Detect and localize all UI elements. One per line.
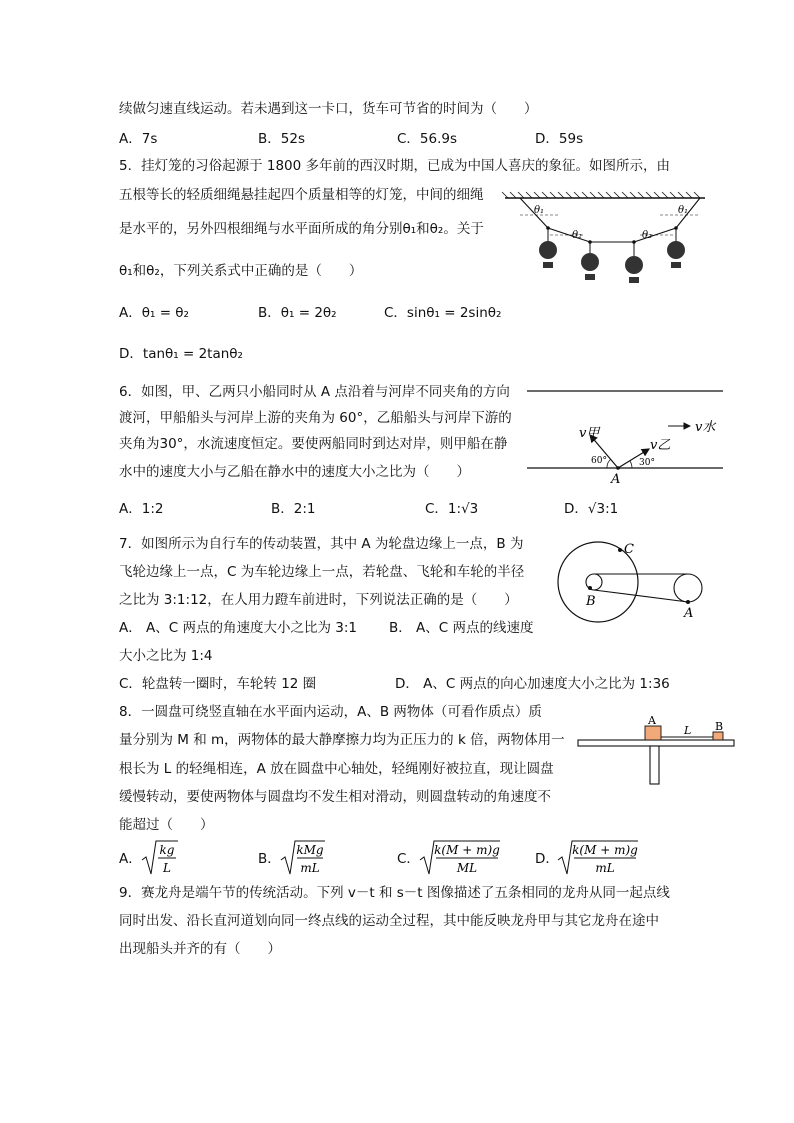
q5-fig-theta2-left: θ₂ <box>572 230 583 241</box>
q6-option-b[interactable]: B．2:1 <box>271 501 316 517</box>
q6-stem-line4: 水中的速度大小与乙船在静水中的速度大小之比为（ ） <box>119 464 470 480</box>
q7-option-b-cont: 大小之比为 1:4 <box>119 648 213 664</box>
q5-fig-theta1-right: θ₁ <box>678 205 689 216</box>
q4-option-b[interactable]: B．52s <box>258 131 305 147</box>
q7-label-C: C <box>624 542 634 557</box>
q5-option-a[interactable]: A．θ₁ = θ₂ <box>119 305 189 321</box>
q6-label-vshui: v水 <box>695 420 716 435</box>
q4-option-c[interactable]: C．56.9s <box>397 131 458 147</box>
q8-fc-den: ML <box>456 861 478 875</box>
q6-river-figure <box>525 385 725 485</box>
q5-option-c[interactable]: C．sinθ₁ = 2sinθ₂ <box>384 305 502 321</box>
q8-disc-figure <box>575 712 740 787</box>
q7-stem-line3: 之比为 3:1:12，在人用力蹬车前进时，下列说法正确的是（ ） <box>119 592 518 608</box>
q7-label-B: B <box>586 594 596 609</box>
q5-stem-line4: θ₁和θ₂，下列关系式中正确的是（ ） <box>119 263 363 279</box>
lantern-icon <box>625 242 643 283</box>
q9-stem-line2: 同时出发、沿长直河道划向同一终点线的运动全过程，其中能反映龙舟甲与其它龙舟在途中 <box>119 913 659 929</box>
q8-stem-line3: 根长为 L 的轻绳相连，A 放在圆盘中心轴处，轻绳刚好被拉直，现让圆盘 <box>119 761 554 777</box>
q8-option-c-formula <box>418 838 502 878</box>
q5-stem-line2: 五根等长的轻质细绳悬挂起四个质量相等的灯笼，中间的细绳 <box>119 187 484 203</box>
q6-option-d[interactable]: D．√3:1 <box>564 501 619 517</box>
q8-option-d-formula <box>556 838 640 878</box>
lantern-icon <box>667 228 685 268</box>
q7-stem-line1: 7．如图所示为自行车的传动装置，其中 A 为轮盘边缘上一点，B 为 <box>119 536 524 552</box>
q6-stem-line1: 6．如图，甲、乙两只小船同时从 A 点沿着与河岸不同夹角的方向 <box>119 384 510 400</box>
lantern-icon <box>581 242 599 280</box>
q8-fa-num: kg <box>159 843 175 857</box>
q7-stem-line2: 飞轮边缘上一点，C 为车轮边缘上一点，若轮盘、飞轮和车轮的半径 <box>119 564 525 580</box>
q8-stem-line4: 缓慢转动，要使两物体与圆盘均不发生相对滑动，则圆盘转动的角速度不 <box>119 789 551 805</box>
q6-label-60: 60° <box>591 456 607 466</box>
q6-label-vjia: v甲 <box>579 426 600 441</box>
q8-stem-line1: 8．一圆盘可绕竖直轴在水平面内运动，A、B 两物体（可看作质点）质 <box>119 704 542 720</box>
q5-fig-theta1-left: θ₁ <box>534 205 545 216</box>
q8-fb-den: mL <box>300 861 320 875</box>
q5-option-d[interactable]: D．tanθ₁ = 2tanθ₂ <box>119 346 243 362</box>
q7-option-c[interactable]: C．轮盘转一圈时，车轮转 12 圈 <box>119 676 317 692</box>
q8-option-a-formula <box>140 838 180 878</box>
q8-fd-num: k(M + m)g <box>572 843 638 857</box>
q6-option-c[interactable]: C．1:√3 <box>425 501 479 517</box>
q8-label-L: L <box>684 724 692 737</box>
q8-option-a[interactable]: A． <box>119 851 142 867</box>
q9-stem-line3: 出现船头并齐的有（ ） <box>119 941 281 957</box>
q8-label-B: B <box>715 720 724 733</box>
q8-fd-den: mL <box>595 861 615 875</box>
q5-lantern-figure <box>500 190 710 295</box>
q6-label-vyi: v乙 <box>650 438 671 453</box>
q6-option-a[interactable]: A．1:2 <box>119 501 164 517</box>
q8-fc-num: k(M + m)g <box>434 843 500 857</box>
q6-label-30: 30° <box>639 458 655 468</box>
q8-option-c[interactable]: C． <box>397 851 420 867</box>
q7-option-b[interactable]: B． A、C 两点的线速度 <box>389 620 534 636</box>
lantern-icon <box>539 228 557 268</box>
q7-option-a[interactable]: A． A、C 两点的角速度大小之比为 3:1 <box>119 620 357 636</box>
q5-option-b[interactable]: B．θ₁ = 2θ₂ <box>258 305 337 321</box>
q5-stem-line1: 5．挂灯笼的习俗起源于 1800 多年前的西汉时期，已成为中国人喜庆的象征。如图所示，由 <box>119 158 671 174</box>
q8-fa-den: L <box>163 861 171 875</box>
q7-bicycle-transmission-figure <box>550 535 730 625</box>
q9-stem-line1: 9．赛龙舟是端午节的传统活动。下列 v－t 和 s－t 图像描述了五条相同的龙舟从同一起点线 <box>119 885 670 901</box>
q6-stem-line2: 渡河，甲船船头与河岸上游的夹角为 60°，乙船船头与河岸下游的 <box>119 410 512 426</box>
q8-option-b[interactable]: B． <box>258 851 281 867</box>
q8-stem-line5: 能超过（ ） <box>119 817 214 833</box>
q8-option-b-formula <box>279 838 327 878</box>
q8-fb-num: kMg <box>296 843 324 857</box>
q7-label-A: A <box>684 606 694 621</box>
q5-stem-line3: 是水平的，另外四根细绳与水平面所成的角分别θ₁和θ₂。关于 <box>119 221 484 237</box>
q4-continuation: 续做匀速直线运动。若未遇到这一卡口，货车可节省的时间为（ ） <box>119 101 538 117</box>
q6-label-A: A <box>611 472 621 485</box>
q4-option-a[interactable]: A．7s <box>119 131 158 147</box>
q8-label-A: A <box>648 714 656 727</box>
q8-stem-line2: 量分别为 M 和 m，两物体的最大静摩擦力均为正压力的 k 倍，两物体用一 <box>119 732 565 748</box>
q8-option-d[interactable]: D． <box>535 851 559 867</box>
q6-stem-line3: 夹角为30°，水流速度恒定。要使两船同时到达对岸，则甲船在静 <box>119 436 508 452</box>
q5-fig-theta2-right: θ₂ <box>642 230 653 241</box>
q4-option-d[interactable]: D．59s <box>535 131 584 147</box>
q7-option-d[interactable]: D． A、C 两点的向心加速度大小之比为 1:36 <box>395 676 670 692</box>
